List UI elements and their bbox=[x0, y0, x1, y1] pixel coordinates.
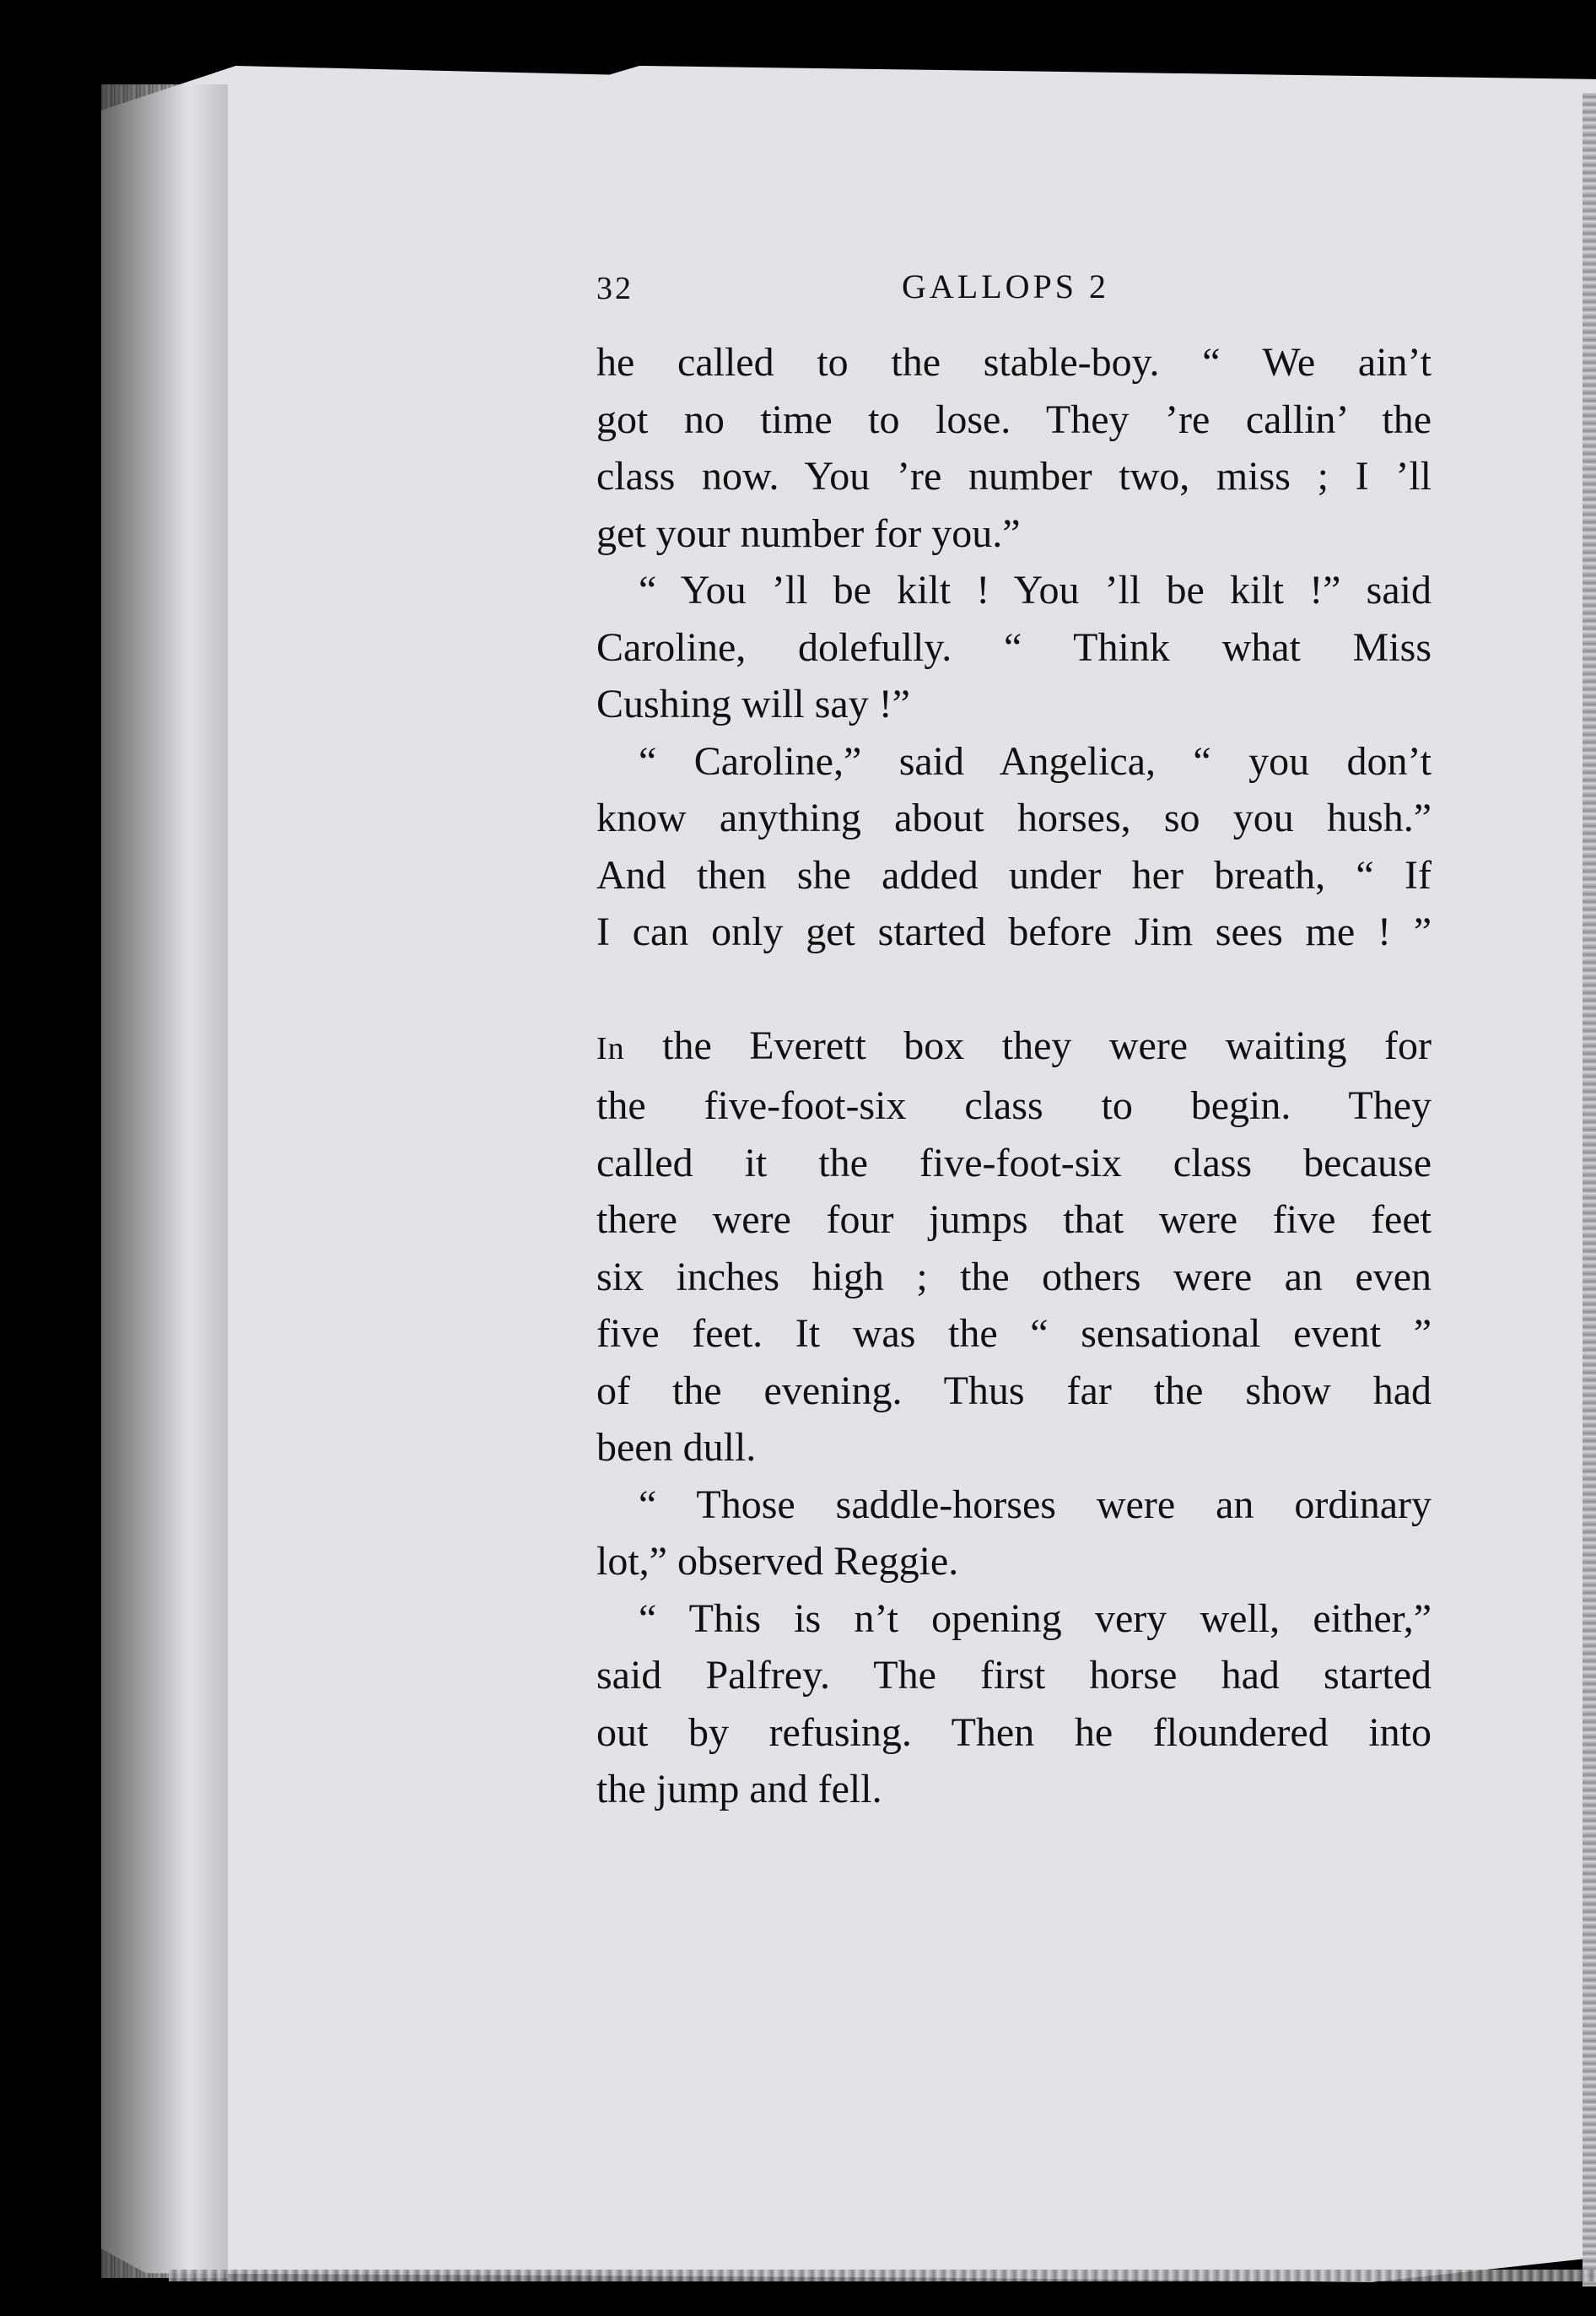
text-line: “ This is n’t opening very well, either,” bbox=[639, 1595, 1432, 1641]
page-text-block bbox=[596, 253, 1432, 1818]
paragraph-2 bbox=[596, 562, 1432, 733]
paragraph-3 bbox=[596, 733, 1432, 961]
chapter-title: GALLOPS 2 bbox=[902, 267, 1110, 305]
paragraph-6 bbox=[596, 1590, 1432, 1818]
text-line: “ Those saddle-horses were an ordinary bbox=[639, 1482, 1432, 1527]
text-line: the jump and fell. bbox=[596, 1767, 882, 1811]
text-line: lot,” observed Reggie. bbox=[596, 1539, 959, 1584]
text-line: “ Caroline,” said Angelica, “ you don’t bbox=[639, 738, 1432, 784]
paragraph-4 bbox=[596, 1018, 1432, 1477]
text-line: six inches high ; the others were an even bbox=[596, 1254, 1432, 1299]
text-line: there were four jumps that were five feet bbox=[596, 1197, 1432, 1242]
page-edge-right bbox=[1583, 93, 1596, 2286]
running-head bbox=[596, 253, 1432, 334]
text-line: he called to the stable-boy. “ We ain’t bbox=[596, 340, 1432, 385]
text-line: been dull. bbox=[596, 1425, 757, 1470]
text-line: “ You ’ll be kilt ! You ’ll be kilt !” said bbox=[639, 568, 1432, 613]
text-line: class now. You ’re number two, miss ; I ’ll bbox=[596, 454, 1432, 499]
text-line: know anything about horses, so you hush.” bbox=[596, 796, 1432, 840]
section-break bbox=[596, 961, 1432, 1018]
text-line: five feet. It was the “ sensational event ” bbox=[596, 1311, 1432, 1356]
spine-shadow bbox=[101, 84, 228, 2278]
page-number: 32 bbox=[596, 271, 634, 306]
text-line: get your number for you.” bbox=[596, 510, 1021, 556]
text-line: got no time to lose. They ’re callin’ the bbox=[596, 397, 1432, 442]
page-edge-bottom bbox=[169, 2270, 1596, 2281]
text-line: the five-foot-six class to begin. They bbox=[596, 1083, 1432, 1128]
text-line: out by refusing. Then he floundered into bbox=[596, 1709, 1432, 1755]
text-line: And then she added under her breath, “ If bbox=[596, 852, 1432, 898]
text-fragment: the Everett box they were waiting for bbox=[624, 1023, 1432, 1068]
text-line: said Palfrey. The first horse had started bbox=[596, 1653, 1432, 1698]
text-line: I can only get started before Jim sees me ! ” bbox=[596, 910, 1432, 954]
text-line: Cushing will say !” bbox=[596, 682, 910, 726]
text-line: called it the five-foot-six class because bbox=[596, 1140, 1432, 1185]
text-line: of the evening. Thus far the show had bbox=[596, 1368, 1432, 1413]
paragraph-5 bbox=[596, 1477, 1432, 1590]
section-opening-word: In bbox=[596, 1030, 625, 1066]
paragraph-1 bbox=[596, 334, 1432, 562]
text-line bbox=[596, 1018, 1432, 1078]
text-line: Caroline, dolefully. “ Think what Miss bbox=[596, 624, 1432, 670]
